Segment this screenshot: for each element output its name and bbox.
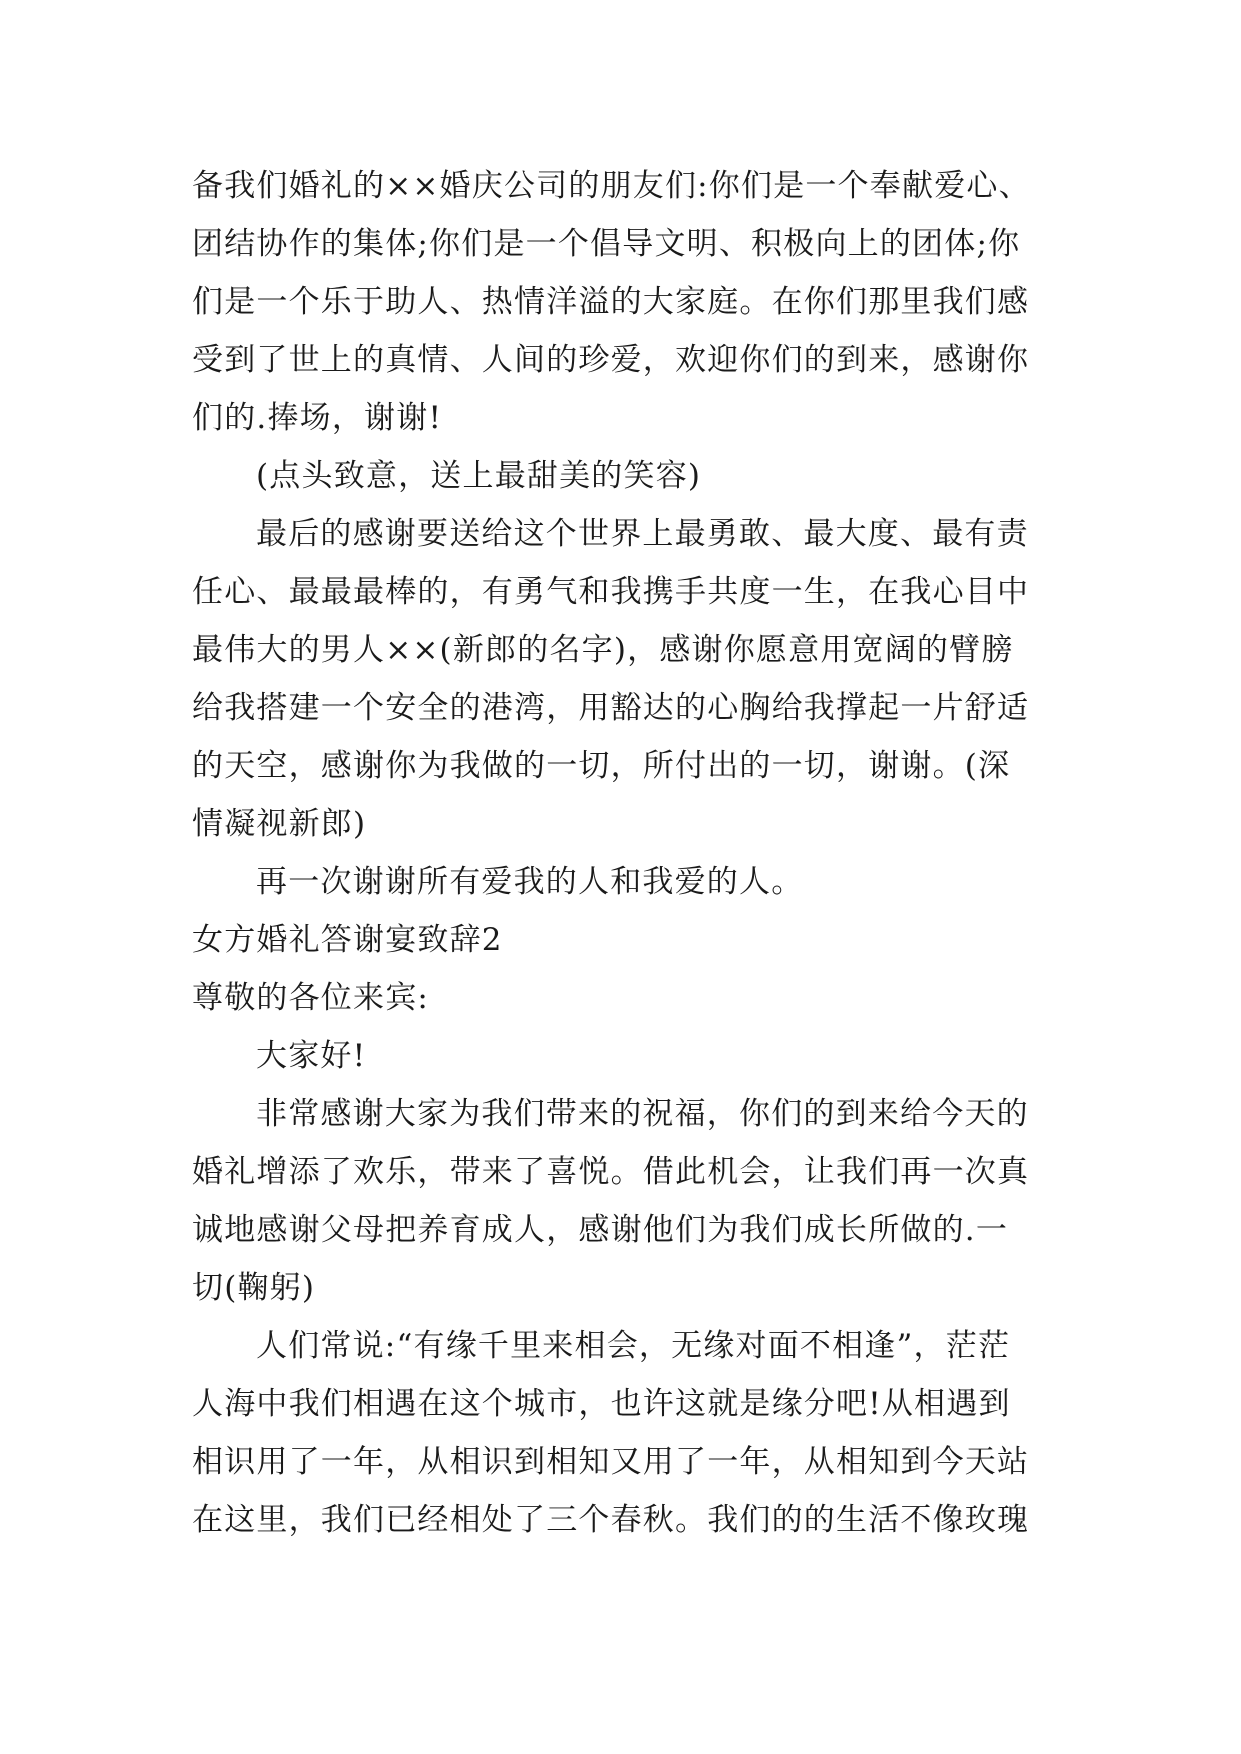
text-line: 们是一个乐于助人、热情洋溢的大家庭。在你们那里我们感: [192, 284, 1030, 320]
paragraph-start: 非常感谢大家为我们带来的祝福，你们的到来给今天的: [256, 1096, 1029, 1132]
section-title: 女方婚礼答谢宴致辞2: [192, 922, 503, 958]
stage-direction: (点头致意，送上最甜美的笑容): [256, 458, 702, 494]
text-line: 受到了世上的真情、人间的珍爱，欢迎你们的到来，感谢你: [192, 342, 1030, 378]
text-line: 相识用了一年，从相识到相知又用了一年，从相知到今天站: [192, 1444, 1030, 1480]
text-line: 的天空，感谢你为我做的一切，所付出的一切，谢谢。(深: [192, 748, 1011, 784]
text-line: 备我们婚礼的××婚庆公司的朋友们:你们是一个奉献爱心、: [192, 168, 1031, 204]
text-line: 给我搭建一个安全的港湾，用豁达的心胸给我撑起一片舒适: [192, 690, 1030, 726]
text-line: 切(鞠躬): [192, 1270, 316, 1306]
text-line: 团结协作的集体;你们是一个倡导文明、积极向上的团体;你: [192, 226, 1021, 262]
greeting: 大家好!: [256, 1038, 367, 1074]
paragraph-start: 人们常说:“有缘千里来相会，无缘对面不相逢”，茫茫: [256, 1328, 1011, 1364]
text-line: 们的.捧场，谢谢!: [192, 400, 443, 436]
text-line: 情凝视新郎): [192, 806, 367, 842]
text-line: 任心、最最最棒的，有勇气和我携手共度一生，在我心目中: [192, 574, 1030, 610]
text-line: 婚礼增添了欢乐，带来了喜悦。借此机会，让我们再一次真: [192, 1154, 1030, 1190]
paragraph-start: 再一次谢谢所有爱我的人和我爱的人。: [256, 864, 804, 900]
text-line: 在这里，我们已经相处了三个春秋。我们的的生活不像玫瑰: [192, 1502, 1030, 1538]
text-line: 最伟大的男人××(新郎的名字)，感谢你愿意用宽阔的臂膀: [192, 632, 1014, 668]
salutation: 尊敬的各位来宾:: [192, 980, 430, 1016]
paragraph-start: 最后的感谢要送给这个世界上最勇敢、最大度、最有责: [256, 516, 1029, 552]
text-line: 人海中我们相遇在这个城市，也许这就是缘分吧!从相遇到: [192, 1386, 1011, 1422]
text-line: 诚地感谢父母把养育成人，感谢他们为我们成长所做的.一: [192, 1212, 1009, 1248]
